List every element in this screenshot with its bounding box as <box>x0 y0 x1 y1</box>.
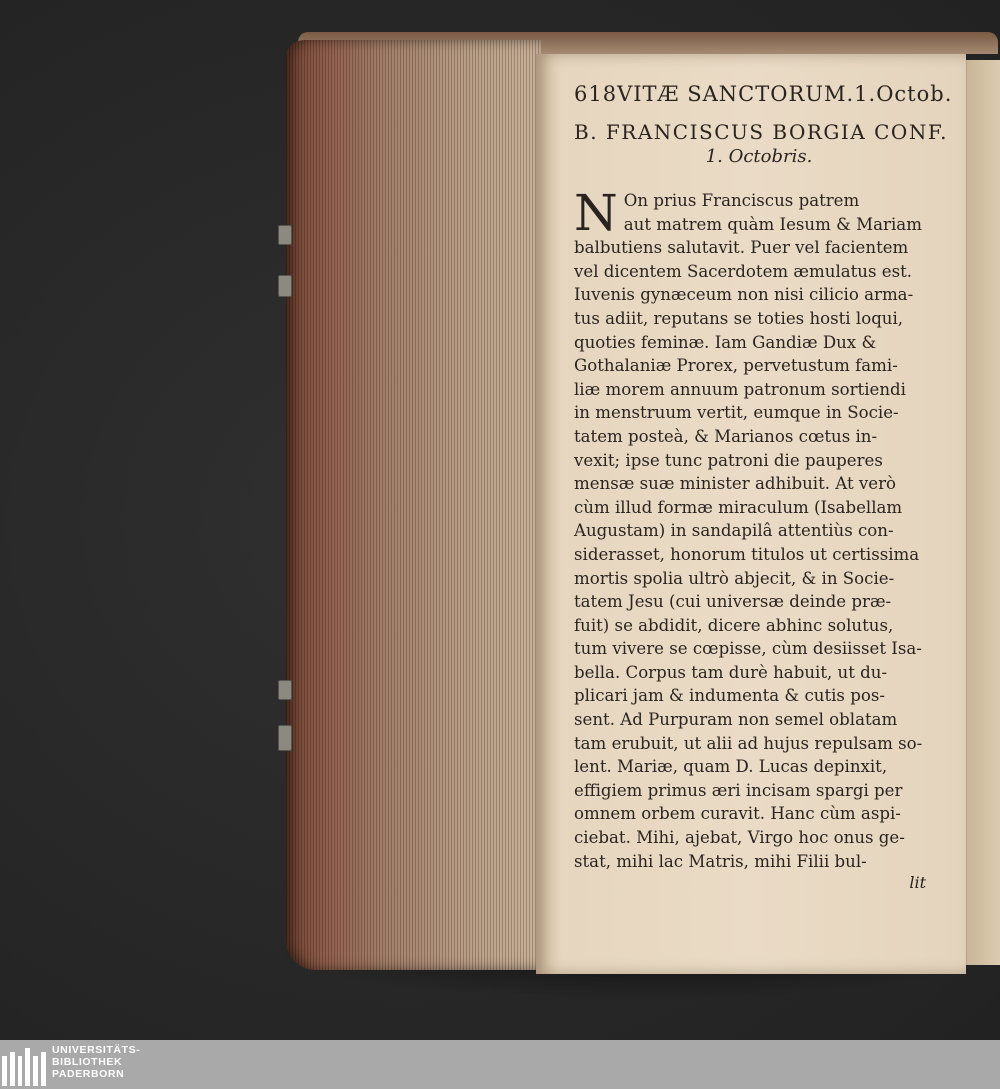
text-line: vel dicentem Sacerdotem æmulatus est. <box>574 261 913 281</box>
catchword: lit <box>909 873 926 893</box>
text-line: ciebat. Mihi, ajebat, Virgo hoc onus ge- <box>574 828 905 848</box>
text-line: On prius Franciscus patrem <box>623 191 860 210</box>
book-page <box>536 54 966 974</box>
text-line: effigiem primus æri incisam spargi per <box>574 780 903 800</box>
body-lines <box>574 184 944 873</box>
library-name-line: UNIVERSITÄTS- <box>52 1044 141 1056</box>
text-line: tum vivere se cœpisse, cùm desiisset Isa- <box>574 639 922 659</box>
body-text <box>574 184 944 873</box>
text-line: vexit; ipse tunc patroni die pauperes <box>574 450 883 470</box>
text-line: Augustam) in sandapilâ attentiùs con- <box>574 521 894 541</box>
book-fore-edge <box>286 40 541 970</box>
text-line: quoties feminæ. Iam Gandiæ Dux & <box>574 332 877 352</box>
clasp-upper-1 <box>278 225 292 245</box>
page-text <box>574 82 953 893</box>
text-line: omnem orbem curavit. Hanc cùm aspi- <box>574 804 901 824</box>
running-title: VITÆ SANCTORUM. <box>617 82 855 106</box>
text-line: siderasset, honorum titulos ut certissima <box>574 544 920 564</box>
text-line: Gothalaniæ Prorex, pervetustum fami- <box>574 356 898 376</box>
book <box>278 30 1000 975</box>
running-head <box>574 82 953 106</box>
page-number: 618 <box>574 82 618 106</box>
library-footer <box>0 1040 1000 1089</box>
text-line: tatem posteà, & Marianos cœtus in- <box>574 426 878 446</box>
text-line: tatem Jesu (cui universæ deinde præ- <box>574 592 892 612</box>
text-line: fuit) se abdidit, dicere abhinc solutus, <box>574 615 894 635</box>
text-line: mortis spolia ultrò abjecit, & in Socie- <box>574 568 895 588</box>
text-line: in menstruum vertit, eumque in Socie- <box>574 403 899 423</box>
section-subheading: 1. Octobris. <box>705 146 813 167</box>
library-name-line: BIBLIOTHEK <box>52 1056 123 1068</box>
text-line: tus adiit, reputans se toties hosti loqui, <box>574 308 904 328</box>
text-line: sent. Ad Purpuram non semel oblatam <box>574 710 898 730</box>
text-line: aut matrem quàm Iesum & Mariam <box>623 214 922 234</box>
drop-cap: N <box>574 184 618 242</box>
text-line: stat, mihi lac Matris, mihi Filii bul- <box>574 851 867 871</box>
text-line: Iuvenis gynæceum non nisi cilicio arma- <box>574 285 914 305</box>
running-date: 1.Octob. <box>854 82 953 106</box>
section-heading: B. FRANCISCUS BORGIA CONF. <box>574 120 948 144</box>
text-line: cùm illud formæ miraculum (Isabellam <box>574 497 903 517</box>
clasp-lower-2 <box>278 725 292 751</box>
clasp-upper-2 <box>278 275 292 297</box>
text-line: liæ morem annuum patronum sortiendi <box>574 379 906 399</box>
text-line: tam erubuit, ut alii ad hujus repulsam so- <box>574 733 923 753</box>
library-name-line: PADERBORN <box>52 1068 125 1080</box>
library-logo-icon <box>2 1046 46 1086</box>
text-line: balbutiens salutavit. Puer vel facientem <box>574 238 909 258</box>
text-line: mensæ suæ minister adhibuit. At verò <box>574 474 897 494</box>
next-page-edge <box>966 60 1000 965</box>
text-line: bella. Corpus tam durè habuit, ut du- <box>574 662 888 682</box>
library-name <box>52 1044 140 1080</box>
text-line: plicari jam & indumenta & cutis pos- <box>574 686 885 706</box>
text-line: lent. Mariæ, quam D. Lucas depinxit, <box>574 757 888 777</box>
clasp-lower-1 <box>278 680 292 700</box>
